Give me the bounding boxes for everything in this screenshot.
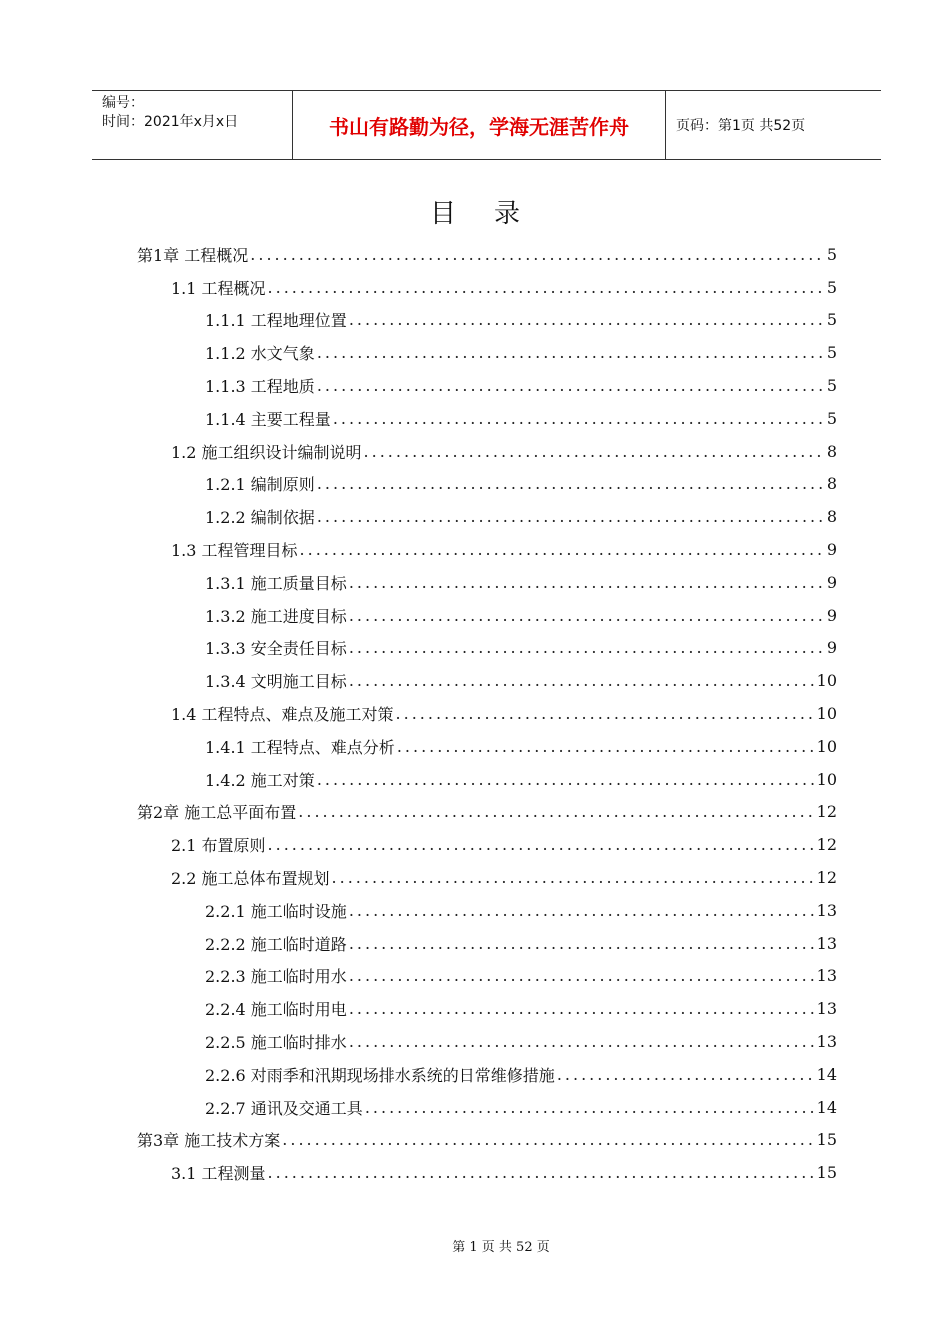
- toc-entry-label: 1.4.1 工程特点、难点分析: [205, 737, 395, 757]
- toc-entry-label: 2.2.3 施工临时用水: [205, 967, 347, 987]
- toc-dot-leader: [317, 507, 825, 526]
- toc-entry[interactable]: [137, 1025, 837, 1058]
- toc-entry[interactable]: [137, 1156, 837, 1189]
- toc-entry-page: 12: [816, 868, 837, 888]
- toc-entry[interactable]: [137, 730, 837, 763]
- toc-entry[interactable]: [137, 861, 837, 894]
- toc-entry-label: 1.3.2 施工进度目标: [205, 606, 347, 626]
- toc-entry[interactable]: [137, 664, 837, 697]
- toc-entry-page: 14: [816, 1064, 837, 1084]
- table-of-contents: [137, 238, 837, 1189]
- toc-entry-label: 1.2 施工组织设计编制说明: [171, 442, 362, 462]
- toc-dot-leader: [250, 245, 825, 264]
- toc-dot-leader: [397, 737, 815, 756]
- toc-title: 目录: [429, 199, 558, 229]
- toc-dot-leader: [268, 278, 825, 297]
- toc-entry-label: 1.1.2 水文气象: [205, 344, 315, 364]
- document-time-label: 时间：2021年x月x日: [102, 114, 239, 130]
- toc-entry-page: 10: [816, 671, 837, 691]
- toc-entry-page: 5: [826, 408, 837, 428]
- toc-entry[interactable]: [137, 697, 837, 730]
- toc-entry-page: 5: [826, 310, 837, 330]
- toc-entry-label: 1.3 工程管理目标: [171, 541, 298, 561]
- toc-entry-label: 2.1 布置原则: [171, 836, 266, 856]
- toc-entry[interactable]: [137, 500, 837, 533]
- toc-dot-leader: [349, 310, 825, 329]
- toc-entry[interactable]: [137, 533, 837, 566]
- toc-entry-page: 13: [816, 900, 837, 920]
- toc-entry-page: 10: [816, 736, 837, 756]
- toc-entry-label: 1.2.2 编制依据: [205, 508, 315, 528]
- toc-dot-leader: [298, 802, 814, 821]
- toc-entry-label: 2.2.6 对雨季和汛期现场排水系统的日常维修措施: [205, 1065, 555, 1085]
- toc-entry-label: 1.1 工程概况: [171, 278, 266, 298]
- toc-dot-leader: [268, 835, 815, 854]
- toc-entry-label: 2.2.5 施工临时排水: [205, 1033, 347, 1053]
- toc-dot-leader: [282, 1130, 814, 1149]
- toc-entry-label: 1.2.1 编制原则: [205, 475, 315, 495]
- toc-entry-label: 第1章 工程概况: [137, 245, 249, 265]
- toc-entry-page: 5: [826, 277, 837, 297]
- toc-entry-label: 2.2.1 施工临时设施: [205, 901, 347, 921]
- toc-dot-leader: [317, 343, 825, 362]
- document-number-label: 编号：: [102, 95, 144, 111]
- toc-entry[interactable]: [137, 1124, 837, 1157]
- toc-entry[interactable]: [137, 435, 837, 468]
- toc-dot-leader: [365, 1098, 815, 1117]
- toc-entry-page: 9: [826, 605, 837, 625]
- document-header: [92, 90, 881, 160]
- header-meta: [92, 91, 293, 159]
- toc-entry-label: 3.1 工程测量: [171, 1164, 266, 1184]
- toc-entry-page: 10: [816, 769, 837, 789]
- header-motto: 书山有路勤为径，学海无涯苦作舟: [293, 91, 666, 159]
- toc-entry-label: 1.1.4 主要工程量: [205, 409, 331, 429]
- toc-entry-page: 13: [816, 966, 837, 986]
- toc-entry-label: 1.4.2 施工对策: [205, 770, 315, 790]
- toc-dot-leader: [349, 573, 825, 592]
- toc-dot-leader: [332, 868, 815, 887]
- toc-entry-label: 1.3.3 安全责任目标: [205, 639, 347, 659]
- toc-entry-page: 14: [816, 1097, 837, 1117]
- toc-entry-page: 13: [816, 933, 837, 953]
- toc-dot-leader: [300, 540, 825, 559]
- toc-entry[interactable]: [137, 599, 837, 632]
- toc-entry[interactable]: [137, 304, 837, 337]
- toc-dot-leader: [268, 1163, 815, 1182]
- toc-entry-page: 5: [826, 343, 837, 363]
- toc-entry[interactable]: [137, 927, 837, 960]
- toc-entry[interactable]: [137, 992, 837, 1025]
- toc-entry-page: 13: [816, 999, 837, 1019]
- toc-entry-page: 9: [826, 540, 837, 560]
- toc-entry-page: 5: [826, 244, 837, 264]
- toc-dot-leader: [349, 999, 815, 1018]
- toc-dot-leader: [364, 442, 825, 461]
- toc-dot-leader: [349, 966, 815, 985]
- toc-entry-label: 2.2.7 通讯及交通工具: [205, 1098, 363, 1118]
- toc-entry-page: 13: [816, 1032, 837, 1052]
- toc-dot-leader: [349, 1032, 815, 1051]
- toc-entry[interactable]: [137, 468, 837, 501]
- toc-entry[interactable]: [137, 369, 837, 402]
- toc-entry[interactable]: [137, 238, 837, 271]
- toc-dot-leader: [333, 409, 825, 428]
- toc-entry[interactable]: [137, 566, 837, 599]
- toc-dot-leader: [349, 671, 815, 690]
- toc-entry-label: 1.1.1 工程地理位置: [205, 311, 347, 331]
- toc-entry-page: 8: [826, 441, 837, 461]
- toc-dot-leader: [396, 704, 815, 723]
- toc-entry[interactable]: [137, 336, 837, 369]
- toc-entry-label: 1.3.1 施工质量目标: [205, 573, 347, 593]
- toc-entry[interactable]: [137, 894, 837, 927]
- toc-dot-leader: [317, 474, 825, 493]
- toc-entry-page: 9: [826, 572, 837, 592]
- toc-entry[interactable]: [137, 763, 837, 796]
- toc-dot-leader: [349, 606, 825, 625]
- toc-entry[interactable]: [137, 828, 837, 861]
- toc-dot-leader: [317, 770, 815, 789]
- toc-entry-page: 10: [816, 704, 837, 724]
- toc-entry-label: 2.2 施工总体布置规划: [171, 869, 330, 889]
- toc-entry-label: 第3章 施工技术方案: [137, 1131, 281, 1151]
- toc-entry[interactable]: [137, 402, 837, 435]
- toc-entry-page: 12: [816, 802, 837, 822]
- toc-entry[interactable]: [137, 271, 837, 304]
- toc-entry-label: 1.4 工程特点、难点及施工对策: [171, 705, 394, 725]
- toc-entry[interactable]: [137, 632, 837, 665]
- toc-entry-page: 12: [816, 835, 837, 855]
- toc-dot-leader: [557, 1065, 815, 1084]
- toc-dot-leader: [349, 638, 825, 657]
- toc-entry[interactable]: [137, 960, 837, 993]
- toc-dot-leader: [349, 901, 815, 920]
- toc-dot-leader: [349, 934, 815, 953]
- toc-entry-page: 15: [816, 1163, 837, 1183]
- header-page-info: 页码：第1页 共52页: [676, 118, 806, 134]
- toc-entry-page: 8: [826, 507, 837, 527]
- toc-dot-leader: [317, 376, 825, 395]
- toc-entry-label: 2.2.2 施工临时道路: [205, 934, 347, 954]
- toc-entry[interactable]: [137, 1058, 837, 1091]
- toc-entry-page: 15: [816, 1130, 837, 1150]
- toc-entry-page: 9: [826, 638, 837, 658]
- toc-entry[interactable]: [137, 796, 837, 829]
- toc-entry-page: 5: [826, 376, 837, 396]
- toc-entry-page: 8: [826, 474, 837, 494]
- toc-entry-label: 2.2.4 施工临时用电: [205, 1000, 347, 1020]
- toc-entry-label: 1.3.4 文明施工目标: [205, 672, 347, 692]
- toc-entry-label: 1.1.3 工程地质: [205, 377, 315, 397]
- toc-entry[interactable]: [137, 1091, 837, 1124]
- page-footer: 第 1 页 共 52 页: [452, 1240, 550, 1255]
- toc-entry-label: 第2章 施工总平面布置: [137, 803, 297, 823]
